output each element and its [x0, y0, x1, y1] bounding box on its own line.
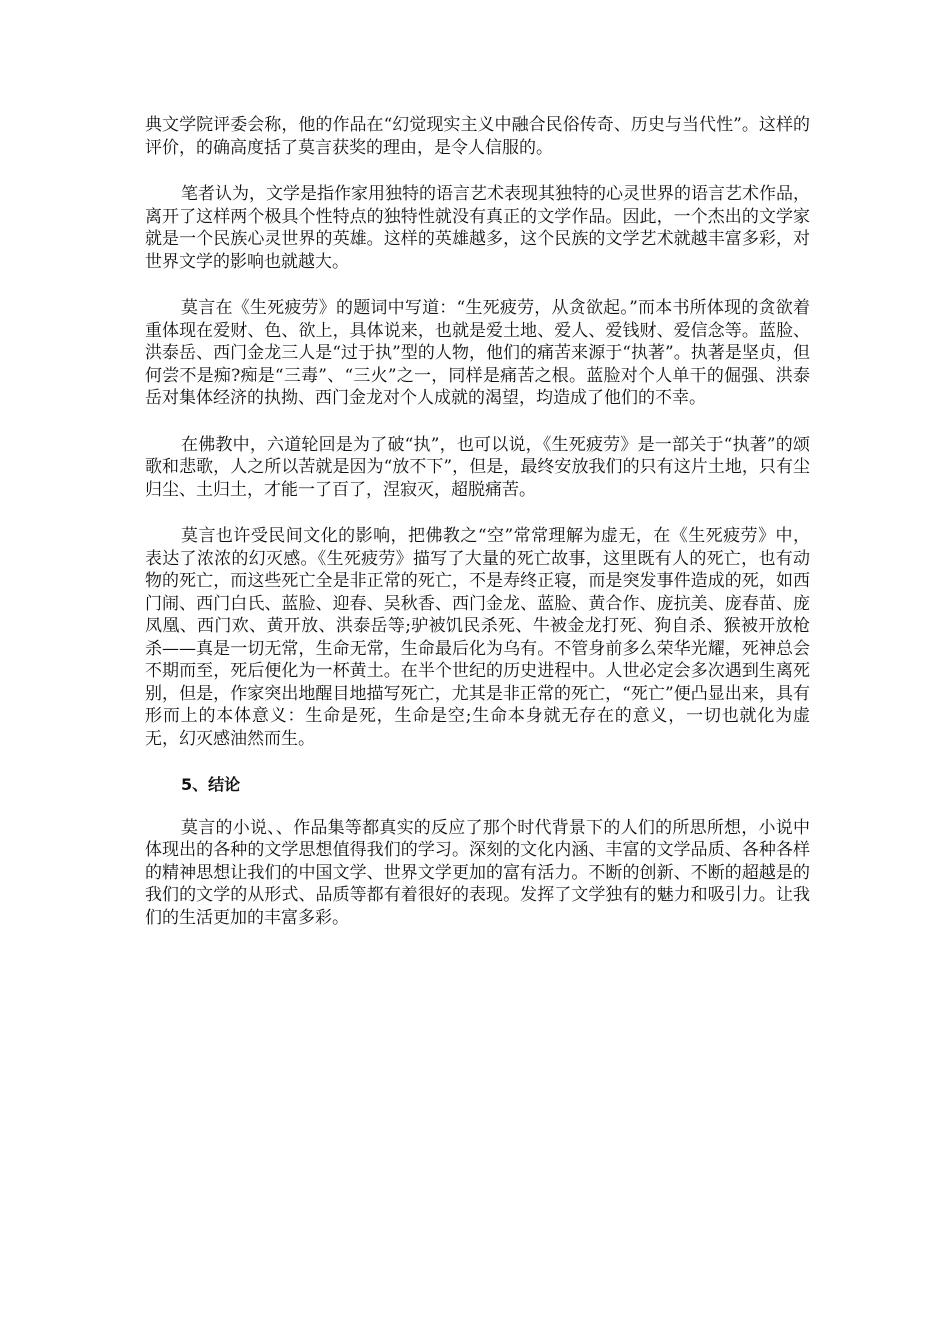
paragraph-author-view: 笔者认为，文学是指作家用独特的语言艺术表现其独特的心灵世界的语言艺术作品，离开了这样两个极具个性特点的独特性就没有真正的文学作品。因此，一个杰出的文学家就是一个民族心灵世界的英雄。这样的英雄越多，这个民族的文学艺术就越丰富多彩，对世界文学的影响也就越大。	[145, 184, 810, 272]
paragraph-continued: 典文学院评委会称，他的作品在“幻觉现实主义中融合民俗传奇、历史与当代性”。这样的评价，的确高度括了莫言获奖的理由，是令人信服的。	[145, 115, 810, 158]
paragraph-buddhism: 在佛教中，六道轮回是为了破“执”，也可以说，《生死疲劳》是一部关于“执著”的颂歌和悲歌，人之所以苦就是因为“放不下”，但是，最终安放我们的只有这片土地，只有尘归尘、土归土，才能一了百了，涅寂灭，超脱痛苦。	[145, 434, 810, 500]
paragraph-conclusion: 莫言的小说、、作品集等都真实的反应了那个时代背景下的人们的所思所想，小说中体现出的各种的文学思想值得我们的学习。深刻的文化内涵、丰富的文学品质、各种各样的精神思想让我们的中国文学、世界文学更加的富有活力。不断的创新、不断的超越是的我们的文学的从形式、品质等都有着很好的表现。发挥了文学独有的魅力和吸引力。让我们的生活更加的丰富多彩。	[145, 817, 810, 928]
document-body	[145, 114, 810, 953]
section-heading-conclusion: 5、结论	[181, 775, 241, 794]
paragraph-death-stories: 莫言也许受民间文化的影响，把佛教之“空”常常理解为虚无，在《生死疲劳》中，表达了浓浓的幻灭感。《生死疲劳》描写了大量的死亡故事，这里既有人的死亡，也有动物的死亡，而这些死亡全是非正常的死亡，不是寿终正寝，而是突发事件造成的死，如西门闹、西门白氏、蓝脸、迎春、吴秋香、西门金龙、蓝脸、黄合作、庞抗美、庞春苗、庞凤凰、西门欢、黄开放、洪泰岳等;驴被饥民杀死、牛被金龙打死、狗自杀、猴被开放枪杀——真是一切无常，生命无常，生命最后化为乌有。不管身前多么荣华光耀，死神总会不期而至，死后便化为一杯黄土。在半个世纪的历史进程中。人世必定会多次遇到生离死别，但是，作家突出地醒目地描写死亡，尤其是非正常的死亡，“死亡”便凸显出来，具有形而上的本体意义：生命是死，生命是空;生命本身就无存在的意义，一切也就化为虚无，幻灭感油然而生。	[145, 526, 810, 749]
paragraph-inscription: 莫言在《生死疲劳》的题词中写道：“生死疲劳，从贪欲起。”而本书所体现的贪欲着重体现在爱财、色、欲上，具体说来，也就是爱土地、爱人、爱钱财、爱信念等。蓝脸、洪泰岳、西门金龙三人是“过于执”型的人物，他们的痛苦来源于“执著”。执著是坚贞，但何尝不是痴?痴是“三毒”、“三火”之一，同样是痛苦之根。蓝脸对个人单干的倔强、洪泰岳对集体经济的执拗、西门金龙对个人成就的渴望，均造成了他们的不幸。	[145, 298, 810, 408]
